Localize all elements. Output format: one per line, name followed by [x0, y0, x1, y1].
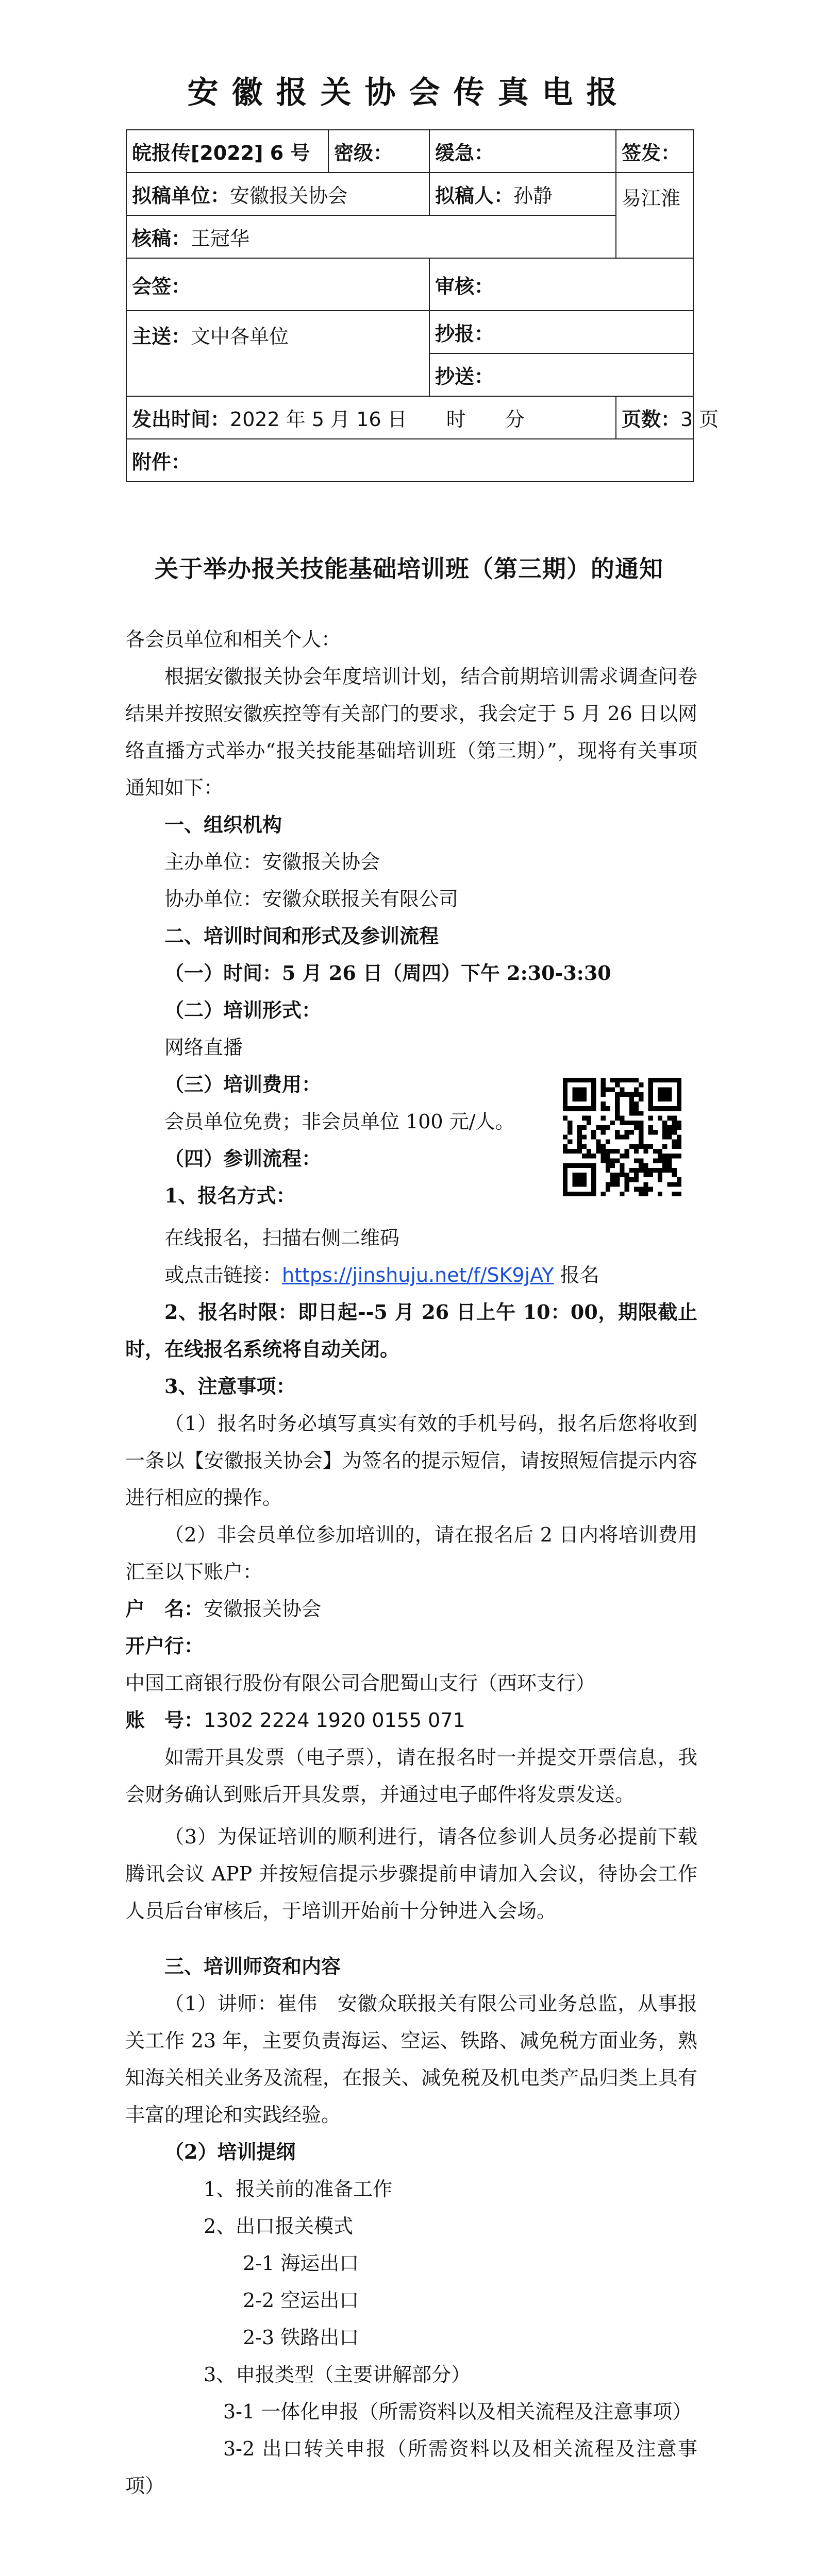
signup-scan-text: 在线报名，扫描右侧二维码: [164, 1227, 400, 1249]
training-flow-label: （四）参训流程：: [164, 1147, 322, 1170]
header-row-3: [126, 215, 693, 258]
signup-link-line: [125, 1257, 697, 1294]
page-count-label: 页数：: [622, 408, 681, 431]
signup-qr-code[interactable]: [563, 1078, 681, 1196]
signup-method-label: 1、报名方式：: [164, 1184, 296, 1207]
document-title: 安徽报关协会传真电报: [187, 75, 631, 111]
outline-item: 3-1 一体化申报（所需资料以及相关流程及注意事项）: [223, 2400, 692, 2423]
page-count-value: 3 页: [680, 408, 719, 431]
signup-deadline: 2、报名时限：即日起--5 月 26 日上午 10：00，期限截止时，在线报名系统将自动关闭。: [125, 1300, 697, 1361]
notice-title: 关于举办报关技能基础培训班（第三期）的通知: [155, 555, 663, 583]
header-row-7: [126, 396, 693, 439]
training-form-label: （二）培训形式：: [164, 998, 322, 1022]
outline-item: 1、报关前的准备工作: [204, 2178, 393, 2200]
salutation: 各会员单位和相关个人：: [125, 628, 341, 651]
report-to-label: 抄报：: [429, 311, 693, 353]
co-organizer: 协办单位：安徽众联报关有限公司: [164, 888, 459, 910]
send-to-label: 主送：: [132, 325, 191, 348]
attachment-label: 附件：: [126, 439, 693, 482]
signup-link-prefix: 或点击链接：: [164, 1264, 282, 1286]
urgency-label: 缓急：: [429, 130, 616, 173]
account-number-value: 1302 2224 1920 0155 071: [204, 1709, 465, 1732]
notice-body: [125, 621, 697, 2576]
training-fee-label: （三）培训费用：: [164, 1073, 322, 1096]
outline-item: 2、出口报关模式: [204, 2215, 354, 2238]
account-number-line: [125, 1702, 697, 1739]
outline-item: 3、申报类型（主要讲解部分）: [204, 2363, 471, 2386]
review-label: 审核：: [429, 258, 693, 311]
header-row-2: [126, 173, 693, 215]
checker-label: 核稿：: [132, 227, 191, 250]
signup-link[interactable]: https://jinshuju.net/f/SK9jAY: [282, 1264, 554, 1286]
sign-off-label: 签发：: [616, 130, 693, 173]
checker-value: 王冠华: [191, 227, 250, 250]
training-time: （一）时间：5 月 26 日（周四）下午 2:30-3:30: [164, 961, 611, 985]
send-to-value: 文中各单位: [191, 325, 289, 348]
account-name-value: 安徽报关协会: [204, 1598, 322, 1620]
header-row-4: [126, 258, 693, 311]
header-row-1: [126, 130, 693, 173]
fax-header-table: [126, 129, 719, 482]
intro-paragraph: 根据安徽报关协会年度培训计划，结合前期培训需求调查问卷结果并按照安徽疾控等有关部门的要求，我会定于 5 月 26 日以网络直播方式举办“报关技能基础培训班（第三期）”，现将有关事项通知如下：: [125, 665, 697, 799]
send-time-value: 2022 年 5 月 16 日 时 分: [230, 408, 525, 431]
invoice-note: 如需开具发票（电子票），请在报名时一并提交开票信息，我会财务确认到账后开具发票，并通过电子邮件将发票发送。: [125, 1746, 697, 1806]
header-row-8: [126, 439, 693, 482]
account-name-line: [125, 1590, 697, 1628]
drafter-value: 孙静: [513, 184, 553, 207]
draft-unit-value: 安徽报关协会: [230, 184, 348, 207]
section-3-title: 三、培训师资和内容: [164, 1955, 341, 1978]
header-row-5: [126, 311, 693, 353]
copy-to-label: 抄送：: [429, 353, 693, 396]
account-name-label: 户 名：: [125, 1597, 204, 1620]
note-2: （2）非会员单位参加培训的，请在报名后 2 日内将培训费用汇至以下账户：: [125, 1523, 697, 1583]
outline-label: （2）培训提纲: [164, 2140, 296, 2163]
lecturer-intro: （1）讲师：崔伟 安徽众联报关有限公司业务总监，从事报关工作 23 年，主要负责海运、空运、铁路、减免税方面业务，熟知海关相关业务及流程，在报关、减免税及机电类产品归类上具有丰富的理论和实践经验。: [125, 1992, 697, 2126]
notes-label: 3、注意事项：: [164, 1375, 296, 1398]
outline-item: 2-2 空运出口: [243, 2289, 359, 2312]
account-number-label: 账 号：: [125, 1708, 204, 1732]
organizer: 主办单位：安徽报关协会: [164, 851, 380, 873]
bank-value: 中国工商银行股份有限公司合肥蜀山支行（西环支行）: [125, 1672, 596, 1694]
drafter-label: 拟稿人：: [435, 184, 514, 207]
bank-label: 开户行：: [125, 1634, 204, 1657]
outline-item: 3-2 出口转关申报（所需资料以及相关流程及注意事项）: [125, 2437, 697, 2497]
training-form-value: 网络直播: [164, 1036, 243, 1059]
outline-item: 2-3 铁路出口: [243, 2326, 359, 2349]
signer-value: 易江淮: [616, 173, 693, 258]
note-1: （1）报名时务必填写真实有效的手机号码，报名后您将收到一条以【安徽报关协会】为签名的提示短信，请按照短信提示内容进行相应的操作。: [125, 1412, 697, 1509]
countersign-label: 会签：: [126, 258, 429, 311]
note-3: （3）为保证培训的顺利进行，请各位参训人员务必提前下载腾讯会议 APP 并按短信提示步骤提前申请加入会议，待协会工作人员后台审核后，于培训开始前十分钟进入会场。: [125, 1825, 697, 1922]
draft-unit-label: 拟稿单位：: [132, 184, 230, 207]
secret-level-label: 密级：: [328, 130, 429, 173]
section-2-title: 二、培训时间和形式及参训流程: [164, 924, 439, 947]
training-fee-value: 会员单位免费；非会员单位 100 元/人。: [164, 1110, 515, 1133]
section-1-title: 一、组织机构: [164, 813, 282, 836]
send-time-label: 发出时间：: [132, 408, 230, 431]
doc-number: 皖报传[2022] 6 号: [126, 130, 328, 173]
outline-item: 2-1 海运出口: [243, 2252, 359, 2275]
signup-link-suffix: 报名: [554, 1264, 599, 1286]
